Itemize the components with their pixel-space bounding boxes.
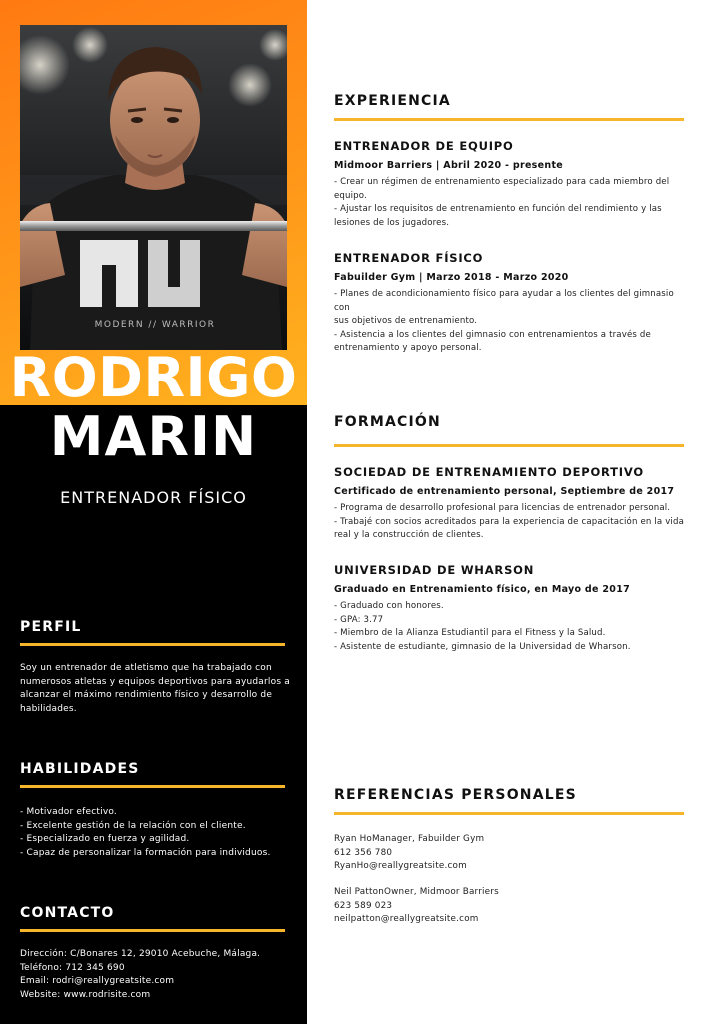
references-heading: REFERENCIAS PERSONALES <box>334 787 577 803</box>
education-line: - Trabajé con socios acreditados para la experiencia de capacitación en la vida <box>334 516 684 527</box>
reference-name: Neil PattonOwner, Midmoor Barriers <box>334 887 499 897</box>
profile-text <box>20 662 290 716</box>
contact-divider <box>20 929 285 932</box>
reference-phone: 623 589 023 <box>334 900 393 911</box>
experience-company-date: Midmoor Barriers | Abril 2020 - presente <box>334 160 564 171</box>
skills-divider <box>20 785 285 788</box>
education-line: - Graduado con honores. <box>334 601 444 611</box>
profile-photo-image <box>20 25 287 350</box>
education-section-header <box>334 414 684 447</box>
references-section-header <box>334 787 684 815</box>
education-line: - GPA: 3.77 <box>334 614 384 625</box>
education-line: - Miembro de la Alianza Estudiantil para el Fitness y la Salud. <box>334 628 606 638</box>
profile-heading: PERFIL <box>20 619 82 635</box>
skills-list <box>20 806 290 860</box>
contact-heading: CONTACTO <box>20 905 115 921</box>
skills-heading: HABILIDADES <box>20 761 140 777</box>
education-description <box>334 600 689 654</box>
experience-description <box>334 176 689 230</box>
education-divider <box>334 444 684 447</box>
experience-section-header <box>334 93 684 121</box>
experience-line: - Crear un régimen de entrenamiento especializado para cada miembro del <box>334 177 670 187</box>
education-degree-date: Certificado de entrenamiento personal, Septiembre de 2017 <box>334 486 675 497</box>
contact-website[interactable]: Website: www.rodrisite.com <box>20 989 151 1000</box>
profile-photo <box>20 25 287 350</box>
education-description <box>334 502 689 543</box>
experience-item <box>334 139 689 230</box>
profile-line: numerosos atletas y equipos deportivos para ayudarlos a <box>20 676 290 687</box>
education-item <box>334 563 689 654</box>
experience-divider <box>334 118 684 121</box>
contact-address: Dirección: C/Bonares 12, 29010 Acebuche, Málaga. <box>20 949 261 959</box>
reference-email[interactable]: neilpatton@reallygreatsite.com <box>334 914 479 924</box>
experience-line: - Asistencia a los clientes del gimnasio con entrenamientos a través de <box>334 329 651 340</box>
skill-item: - Especializado en fuerza y agilidad. <box>20 834 190 844</box>
education-institution: UNIVERSIDAD DE WHARSON <box>334 563 535 577</box>
contact-phone: Teléfono: 712 345 690 <box>20 962 125 973</box>
reference-email[interactable]: RyanHo@reallygreatsite.com <box>334 861 467 871</box>
experience-line: equipo. <box>334 190 367 201</box>
reference-entry <box>334 833 684 874</box>
profile-line: Soy un entrenador de atletismo que ha trabajado con <box>20 663 272 673</box>
experience-heading: EXPERIENCIA <box>334 93 451 109</box>
experience-description <box>334 288 689 356</box>
reference-entry <box>334 886 684 927</box>
contact-section-header <box>20 905 285 932</box>
education-line: real y la construcción de clientes. <box>334 530 484 540</box>
experience-line: - Ajustar los requisitos de entrenamiento en función del rendimiento y las <box>334 204 662 214</box>
experience-line: - Planes de acondicionamiento físico para ayudar a los clientes del gimnasio con <box>334 289 674 313</box>
contact-list <box>20 948 290 1002</box>
shirt-print-text: MODERN // WARRIOR <box>94 320 216 330</box>
profile-section-header <box>20 619 285 646</box>
education-line: - Programa de desarrollo profesional para licencias de entrenador personal. <box>334 503 671 513</box>
job-title: ENTRENADOR FÍSICO <box>60 488 247 507</box>
references-divider <box>334 812 684 815</box>
education-degree-date: Graduado en Entrenamiento físico, en Mayo de 2017 <box>334 584 631 595</box>
contact-email[interactable]: Email: rodri@reallygreatsite.com <box>20 976 175 986</box>
profile-divider <box>20 643 285 646</box>
experience-line: entrenamiento y apoyo personal. <box>334 343 482 353</box>
first-name: RODRIGO <box>9 346 298 409</box>
reference-phone: 612 356 780 <box>334 847 393 858</box>
skill-item: - Excelente gestión de la relación con el cliente. <box>20 820 246 831</box>
profile-line: habilidades. <box>20 703 77 714</box>
education-heading: FORMACIÓN <box>334 414 441 430</box>
reference-name: Ryan HoManager, Fabuilder Gym <box>334 834 485 844</box>
experience-line: sus objetivos de entrenamiento. <box>334 316 478 326</box>
experience-role: ENTRENADOR DE EQUIPO <box>334 139 514 153</box>
education-item <box>334 465 689 543</box>
experience-item <box>334 251 689 356</box>
last-name: MARIN <box>49 405 258 468</box>
experience-line: lesiones de los jugadores. <box>334 217 450 228</box>
education-line: - Asistente de estudiante, gimnasio de la Universidad de Wharson. <box>334 641 631 652</box>
skill-item: - Capaz de personalizar la formación para individuos. <box>20 847 271 858</box>
experience-role: ENTRENADOR FÍSICO <box>334 251 484 265</box>
skill-item: - Motivador efectivo. <box>20 807 117 817</box>
education-institution: SOCIEDAD DE ENTRENAMIENTO DEPORTIVO <box>334 465 644 479</box>
experience-company-date: Fabuilder Gym | Marzo 2018 - Marzo 2020 <box>334 272 569 283</box>
skills-section-header <box>20 761 285 788</box>
profile-line: alcanzar el máximo rendimiento físico y desarrollo de <box>20 690 273 700</box>
